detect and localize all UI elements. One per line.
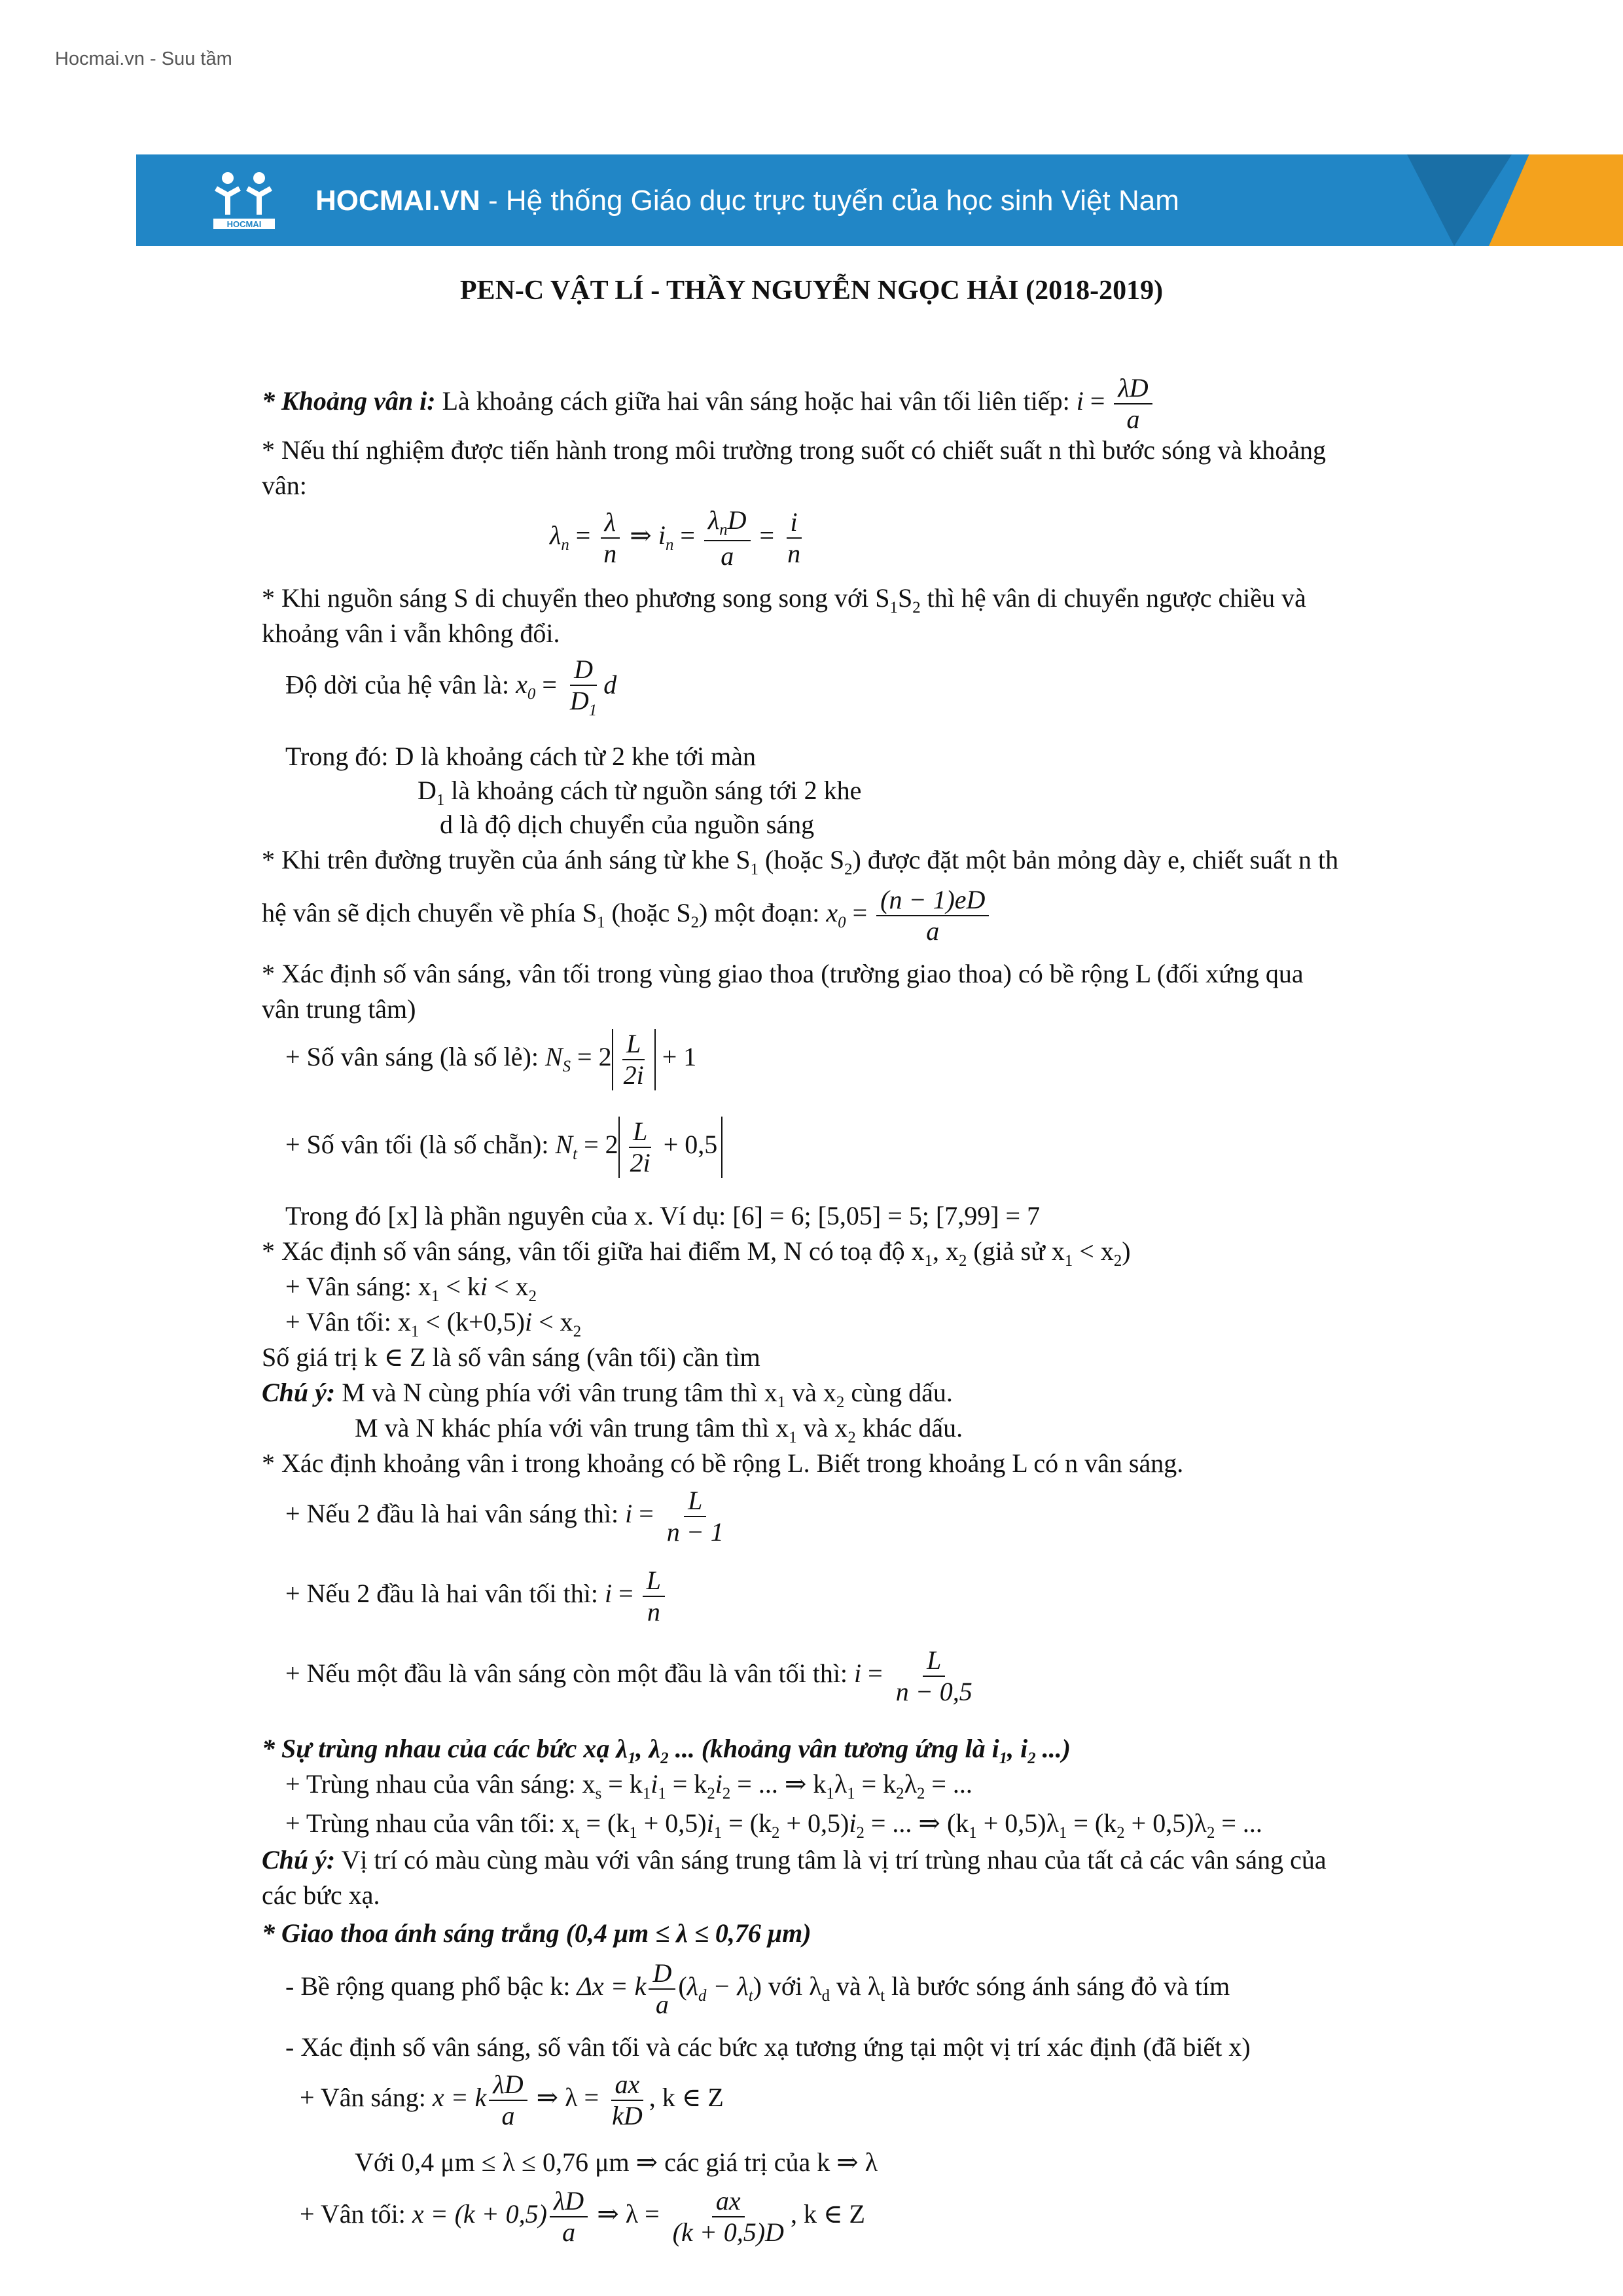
hocmai-logo-icon — [208, 169, 280, 231]
s6-bright: + Vân sáng: $x_1$ < ki < $x_2$ — [285, 1272, 537, 1305]
page-title: PEN-C VẬT LÍ - THẦY NGUYỄN NGỌC HẢI (2018-2019) — [459, 276, 1164, 306]
s5-note: Trong đó [x] là phần nguyên của x. Ví dụ: [6] = 6; [5,05] = 5; [7,99] = 7 — [285, 1201, 1041, 1230]
s5-line2: vân trung tâm) — [262, 994, 416, 1024]
s9-spectrum-width: - Bề rộng quang phổ bậc k: Δx = k $\frac{D}{a}$ $(\lambda_d - \lambda_t)$ với $\lambda_d$ và $\lambda_t$ là bước sóng ánh sáng đỏ và tím — [285, 1958, 1230, 2019]
s7-mixed: + Nếu một đầu là vân sáng còn một đầu là vân tối thì: i = $\frac{L}{n - 0,5}$ — [285, 1645, 972, 1706]
s3-where2: $D_1$ là khoảng cách từ nguồn sáng tới 2 khe — [418, 776, 862, 809]
s5-line1: * Xác định số vân sáng, vân tối trong vùng giao thoa (trường giao thoa) có bề rộng L (đối xứng qua — [262, 959, 1304, 988]
s3-displacement: Độ dời của hệ vân là: $x_0$ = $\frac{D}{D_1}$ d — [285, 655, 617, 719]
s7-line1: * Xác định khoảng vân i trong khoảng có bề rộng L. Biết trong khoảng L có n vân sáng. — [262, 1448, 1184, 1478]
s4-line2: hệ vân sẽ dịch chuyển về phía $S_1$ (hoặc $S_2$) một đoạn: $x_0$ = $\frac{(n - 1)eD}{a}$ — [262, 885, 991, 946]
s9-title: * Giao thoa ánh sáng trắng (0,4 μm ≤ λ ≤ 0,76 μm) — [262, 1918, 812, 1948]
s8-title: * Sự trùng nhau của các bức xạ $\lambda_1$, $\lambda_2$ ... (khoảng vân tương ứng là $i_1$, $i_2$ ...) — [262, 1734, 1071, 1767]
s3-where3: d là độ dịch chuyển của nguồn sáng — [440, 810, 815, 839]
s5-bright-count: + Số vân sáng (là số lẻ): $N_S = 2$ $\frac{L}{2i}$ + 1 — [285, 1029, 697, 1090]
watermark: Hocmai.vn - Suu tầm — [55, 48, 232, 69]
svg-text:HOCMAI: HOCMAI — [226, 219, 262, 229]
s7-both-dark: + Nếu 2 đầu là hai vân tối thì: i = $\frac{L}{n}$ — [285, 1566, 668, 1627]
banner-title: HOCMAI.VN - Hệ thống Giáo dục trực tuyến của học sinh Việt Nam — [315, 185, 1179, 217]
s9-dark: + Vân tối: x = (k + 0,5) $\frac{\lambda D}{a}$ ⇒ λ = $\frac{ax}{(k + 0,5)D}$ , k ∈ Z — [300, 2186, 865, 2247]
s5-dark-count: + Số vân tối (là số chẵn): $N_t = 2$ $\frac{L}{2i}$ + 0,5 — [285, 1117, 722, 1178]
s4-line1: * Khi trên đường truyền của ánh sáng từ khe $S_1$ (hoặc $S_2$) được đặt một bản mỏng dày e, chiết suất n th — [262, 845, 1339, 878]
s2-formula: $\lambda_n$ = $\frac{\lambda}{n}$ ⇒ $i_n$ = $\frac{\lambda_nD}{a}$ = $\frac{i}{n}$ — [550, 505, 801, 571]
s2-line1: * Nếu thí nghiệm được tiến hành trong môi trường trong suốt có chiết suất n thì bước sóng và khoảng — [262, 435, 1327, 465]
s8-note2: các bức xạ. — [262, 1880, 380, 1910]
s2-line2: vân: — [262, 471, 307, 500]
s7-both-bright: + Nếu 2 đầu là hai vân sáng thì: i = $\frac{L}{n - 1}$ — [285, 1486, 724, 1547]
s9-line-b: - Xác định số vân sáng, số vân tối và các bức xạ tương ứng tại một vị trí xác định (đã biết x) — [285, 2032, 1251, 2062]
s9-bright: + Vân sáng: x = k $\frac{\lambda D}{a}$ ⇒ λ = $\frac{ax}{kD}$ , k ∈ Z — [300, 2070, 724, 2130]
s3-line1: * Khi nguồn sáng S di chuyển theo phương song song với $S_1S_2$ thì hệ vân di chuyển ngược chiều và — [262, 583, 1306, 617]
s6-line1: * Xác định số vân sáng, vân tối giữa hai điểm M, N có toạ độ $x_1$, $x_2$ (giả sử $x_1 < x_2$) — [262, 1236, 1131, 1270]
s9-range: Với 0,4 μm ≤ λ ≤ 0,76 μm ⇒ các giá trị của k ⇒ λ — [355, 2147, 878, 2177]
s6-note2: M và N khác phía với vân trung tâm thì $x_1$ và $x_2$ khác dấu. — [355, 1413, 963, 1446]
s8-dark: + Trùng nhau của vân tối: $x_t = (k_1 + 0,5)i_1 = (k_2 + 0,5)i_2$ = ... ⇒ $(k_1 + 0,5)\lambda_1 = (k_2 + 0,5)\lambda_2$ = ... — [285, 1808, 1262, 1842]
s3-where1: Trong đó: D là khoảng cách từ 2 khe tới màn — [285, 742, 757, 771]
s6-count: Số giá trị k ∈ Z là số vân sáng (vân tối) cần tìm — [262, 1342, 760, 1372]
s6-note1: Chú ý: M và N cùng phía với vân trung tâm thì $x_1$ và $x_2$ cùng dấu. — [262, 1378, 953, 1411]
s1-line: * Khoảng vân i: Là khoảng cách giữa hai vân sáng hoặc hai vân tối liên tiếp: i = $\frac{\lambda D}{a}$ — [262, 373, 1155, 435]
s3-line2: khoảng vân i vẫn không đổi. — [262, 619, 560, 648]
s8-bright: + Trùng nhau của vân sáng: $x_s = k_1i_1 = k_2i_2$ = ... ⇒ $k_1\lambda_1 = k_2\lambda_2$ = ... — [285, 1769, 972, 1803]
s6-dark: + Vân tối: $x_1 < (k+0,5)i < x_2$ — [285, 1307, 582, 1340]
s8-note: Chú ý: Vị trí có màu cùng màu với vân sáng trung tâm là vị trí trùng nhau của tất cả các vân sáng của — [262, 1845, 1327, 1874]
